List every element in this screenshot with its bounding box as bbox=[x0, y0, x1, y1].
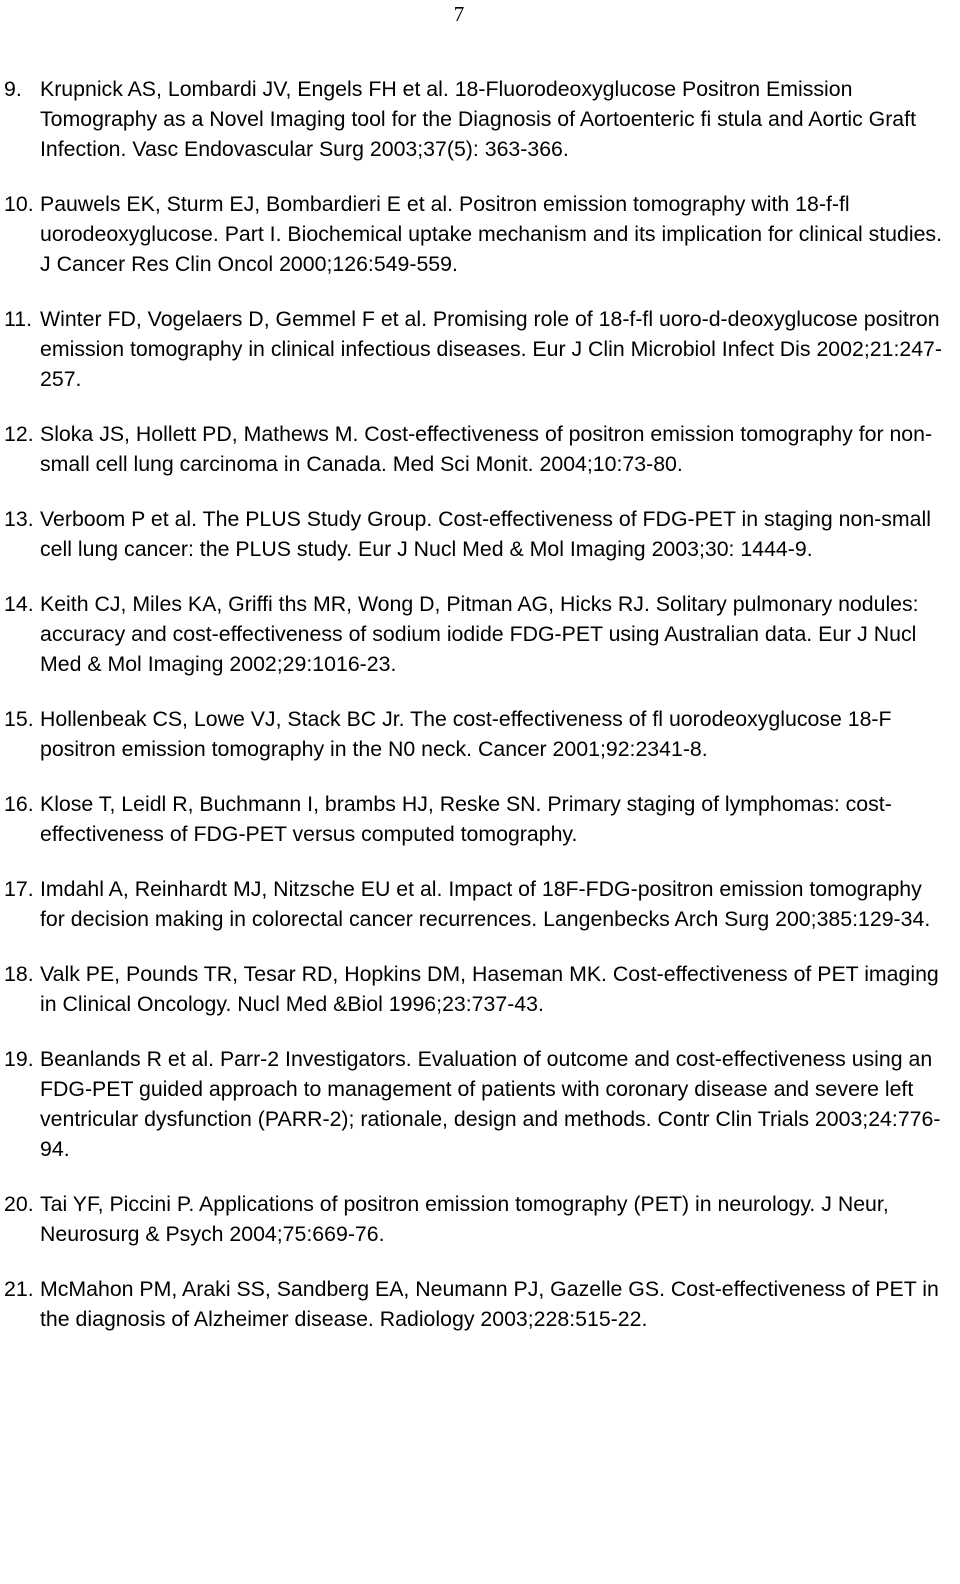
reference-text: Klose T, Leidl R, Buchmann I, brambs HJ, Reske SN. Primary staging of lymphomas: cost-effectiveness of FDG-PET versus computed tomography. bbox=[40, 792, 892, 846]
reference-item bbox=[4, 704, 950, 764]
reference-item bbox=[4, 1274, 950, 1334]
reference-text: Beanlands R et al. Parr-2 Investigators. Evaluation of outcome and cost-effectiveness using an FDG-PET guided approach to management of patients with coronary disease and severe left ventricular dysfunction (PARR-2); rationale, design and methods. Contr Clin Trials 2003;24:776-94. bbox=[40, 1047, 941, 1161]
reference-item bbox=[4, 874, 950, 934]
reference-number: 14. bbox=[4, 592, 34, 616]
reference-item bbox=[4, 74, 950, 164]
reference-number: 9. bbox=[4, 77, 22, 101]
reference-text: Keith CJ, Miles KA, Griffi ths MR, Wong D, Pitman AG, Hicks RJ. Solitary pulmonary nodules: accuracy and cost-effectiveness of sodium iodide FDG-PET using Australian data. Eur J Nucl Med & Mol Imaging 2002;29:1016-23. bbox=[40, 592, 919, 676]
reference-item bbox=[4, 304, 950, 394]
reference-list bbox=[4, 74, 950, 1359]
reference-text: Sloka JS, Hollett PD, Mathews M. Cost-effectiveness of positron emission tomography for non-small cell lung carcinoma in Canada. Med Sci Monit. 2004;10:73-80. bbox=[40, 422, 933, 476]
reference-item bbox=[4, 1189, 950, 1249]
reference-text: Verboom P et al. The PLUS Study Group. Cost-effectiveness of FDG-PET in staging non-small cell lung cancer: the PLUS study. Eur J Nucl Med & Mol Imaging 2003;30: 1444-9. bbox=[40, 507, 931, 561]
reference-item bbox=[4, 189, 950, 279]
reference-text: Tai YF, Piccini P. Applications of positron emission tomography (PET) in neurology. J Neur, Neurosurg & Psych 2004;75:669-76. bbox=[40, 1192, 889, 1246]
reference-item bbox=[4, 1044, 950, 1164]
reference-number: 11. bbox=[4, 307, 33, 331]
reference-text: Winter FD, Vogelaers D, Gemmel F et al. Promising role of 18-f-fl uoro-d-deoxyglucose positron emission tomography in clinical infectious diseases. Eur J Clin Microbiol Infect Dis 2002;21:247-257. bbox=[40, 307, 942, 391]
reference-item bbox=[4, 789, 950, 849]
reference-text: Valk PE, Pounds TR, Tesar RD, Hopkins DM, Haseman MK. Cost-effectiveness of PET imaging in Clinical Oncology. Nucl Med &Biol 1996;23:737-43. bbox=[40, 962, 939, 1016]
reference-number: 16. bbox=[4, 792, 34, 816]
reference-number: 13. bbox=[4, 507, 34, 531]
reference-item bbox=[4, 589, 950, 679]
reference-number: 15. bbox=[4, 707, 34, 731]
reference-number: 19. bbox=[4, 1047, 34, 1071]
reference-item bbox=[4, 504, 950, 564]
reference-number: 18. bbox=[4, 962, 34, 986]
reference-number: 20. bbox=[4, 1192, 34, 1216]
reference-number: 10. bbox=[4, 192, 34, 216]
reference-text: Hollenbeak CS, Lowe VJ, Stack BC Jr. The cost-effectiveness of fl uorodeoxyglucose 18-F positron emission tomography in the N0 neck. Cancer 2001;92:2341-8. bbox=[40, 707, 892, 761]
reference-number: 21. bbox=[4, 1277, 34, 1301]
reference-text: Krupnick AS, Lombardi JV, Engels FH et al. 18-Fluorodeoxyglucose Positron Emission Tomography as a Novel Imaging tool for the Diagnosis of Aortoenteric fi stula and Aortic Graft Infection. Vasc Endovascular Surg 2003;37(5): 363-366. bbox=[40, 77, 916, 161]
reference-text: Pauwels EK, Sturm EJ, Bombardieri E et al. Positron emission tomography with 18-f-fl uorodeoxyglucose. Part I. Biochemical uptake mechanism and its implication for clinical studies. J Cancer Res Clin Oncol 2000;126:549-559. bbox=[40, 192, 942, 276]
reference-item bbox=[4, 419, 950, 479]
reference-number: 17. bbox=[4, 877, 34, 901]
page-number: 7 bbox=[453, 2, 465, 26]
reference-text: Imdahl A, Reinhardt MJ, Nitzsche EU et al. Impact of 18F-FDG-positron emission tomography for decision making in colorectal cancer recurrences. Langenbecks Arch Surg 200;385:129-34. bbox=[40, 877, 931, 931]
reference-text: McMahon PM, Araki SS, Sandberg EA, Neumann PJ, Gazelle GS. Cost-effectiveness of PET in the diagnosis of Alzheimer disease. Radiology 2003;228:515-22. bbox=[40, 1277, 939, 1331]
reference-item bbox=[4, 959, 950, 1019]
reference-number: 12. bbox=[4, 422, 34, 446]
